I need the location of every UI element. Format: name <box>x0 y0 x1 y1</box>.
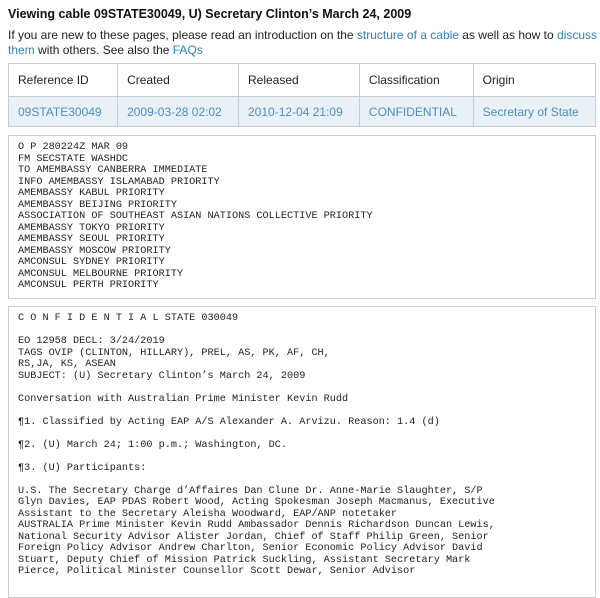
cable-body-line: ¶1. Classified by Acting EAP A/S Alexander A. Arvizu. Reason: 1.4 (d) <box>18 416 440 428</box>
cable-body-line: Pierce, Political Minister Counsellor Scott Dewar, Senior Advisor <box>18 566 416 577</box>
cell-created <box>118 97 239 127</box>
cell-reference-id <box>9 97 118 127</box>
cable-body-line: EO 12958 DECL: 3/24/2019 <box>18 336 165 347</box>
table-row <box>9 97 596 127</box>
cable-header-line: AMCONSUL SYDNEY PRIORITY <box>18 257 165 268</box>
cell-released <box>239 97 360 127</box>
header-reference-id: Reference ID <box>9 64 118 97</box>
released-date-link[interactable]: 2010-12-04 21:09 <box>248 104 343 119</box>
cable-header-line: O P 280224Z MAR 09 <box>18 142 129 153</box>
cable-body-line: National Security Advisor Alister Jordan, Chief of Staff Philip Green, Senior <box>18 531 489 543</box>
cable-body-line <box>18 428 586 440</box>
cable-body-line: Conversation with Australian Prime Minister Kevin Rudd <box>18 393 349 405</box>
cable-header-box <box>8 135 596 299</box>
header-released: Released <box>239 64 360 97</box>
cable-body-line: ¶2. (U) March 24; 1:00 p.m.; Washington, DC. <box>18 439 287 451</box>
cell-origin <box>473 97 595 127</box>
cable-header-line: AMEMBASSY TOKYO PRIORITY <box>18 222 165 234</box>
intro-text: If you are new to these pages, please read an introduction on the <box>8 28 357 42</box>
intro-text: as well as how to <box>458 28 558 42</box>
table-header-row <box>9 64 596 97</box>
cable-body-text <box>9 307 595 584</box>
intro-text: with others. See also the <box>34 42 173 57</box>
reference-id-link[interactable]: 09STATE30049 <box>18 104 102 119</box>
cable-body-line: TAGS OVIP (CLINTON, HILLARY), PREL, AS, PK, AF, CH, <box>18 347 330 359</box>
intro-paragraph <box>8 28 598 57</box>
cable-body-line: AUSTRALIA Prime Minister Kevin Rudd Ambassador Dennis Richardson Duncan Lewis, <box>18 520 495 531</box>
header-origin: Origin <box>473 64 595 97</box>
header-created: Created <box>118 64 239 97</box>
cable-header-line: TO AMEMBASSY CANBERRA IMMEDIATE <box>18 165 208 176</box>
cable-body-box <box>8 306 596 598</box>
cable-body-line: Stuart, Deputy Chief of Mission Patrick Suckling, Assistant Secretary Mark <box>18 554 471 566</box>
cable-header-line: AMEMBASSY KABUL PRIORITY <box>18 188 165 199</box>
cable-header-line: AMEMBASSY SEOUL PRIORITY <box>18 234 165 245</box>
cable-body-line: U.S. The Secretary Charge d’Affaires Dan Clune Dr. Anne-Marie Slaughter, S/P <box>18 485 483 497</box>
created-date-link[interactable]: 2009-03-28 02:02 <box>127 104 222 119</box>
cable-body-line: SUBJECT: (U) Secretary Clinton’s March 24, 2009 <box>18 370 306 382</box>
classification-link[interactable]: CONFIDENTIAL <box>368 104 457 119</box>
cable-body-line: Assistant to the Secretary Aleisha Woodward, EAP/ANP notetaker <box>18 508 398 520</box>
cable-body-line: RS,JA, KS, ASEAN <box>18 359 116 370</box>
page-title: Viewing cable 09STATE30049, U) Secretary Clinton’s March 24, 2009 <box>8 7 412 21</box>
cable-header-line: AMEMBASSY MOSCOW PRIORITY <box>18 245 171 257</box>
cable-header-line: AMCONSUL PERTH PRIORITY <box>18 280 159 291</box>
header-classification: Classification <box>359 64 473 97</box>
cable-header-line: INFO AMEMBASSY ISLAMABAD PRIORITY <box>18 176 220 188</box>
cable-body-line: Glyn Davies, EAP PDAS Robert Wood, Acting Spokesman Joseph Macmanus, Executive <box>18 497 495 508</box>
cable-body-line <box>18 382 586 394</box>
origin-link[interactable]: Secretary of State <box>482 104 579 119</box>
cable-metadata-table <box>8 63 596 127</box>
cable-header-text <box>9 136 595 298</box>
cable-header-line: ASSOCIATION OF SOUTHEAST ASIAN NATIONS COLLECTIVE PRIORITY <box>18 211 373 222</box>
cable-header-line: FM SECSTATE WASHDC <box>18 153 129 165</box>
cable-body-line <box>18 325 586 337</box>
cable-body-line <box>18 405 586 417</box>
cable-header-line: AMCONSUL MELBOURNE PRIORITY <box>18 268 184 280</box>
cable-body-line: C O N F I D E N T I A L STATE 030049 <box>18 313 239 324</box>
cable-body-line <box>18 451 586 463</box>
cell-classification <box>359 97 473 127</box>
structure-of-cable-link[interactable]: structure of a cable <box>356 28 459 42</box>
cable-body-line: ¶3. (U) Participants: <box>18 462 147 474</box>
discuss-them-link[interactable]: discuss them <box>8 28 598 57</box>
cable-body-line: Foreign Policy Advisor Andrew Charlton, Senior Economic Policy Advisor David <box>18 543 483 554</box>
faqs-link[interactable]: FAQs <box>172 42 203 57</box>
cable-body-line <box>18 474 586 486</box>
cable-header-line: AMEMBASSY BEIJING PRIORITY <box>18 199 177 211</box>
